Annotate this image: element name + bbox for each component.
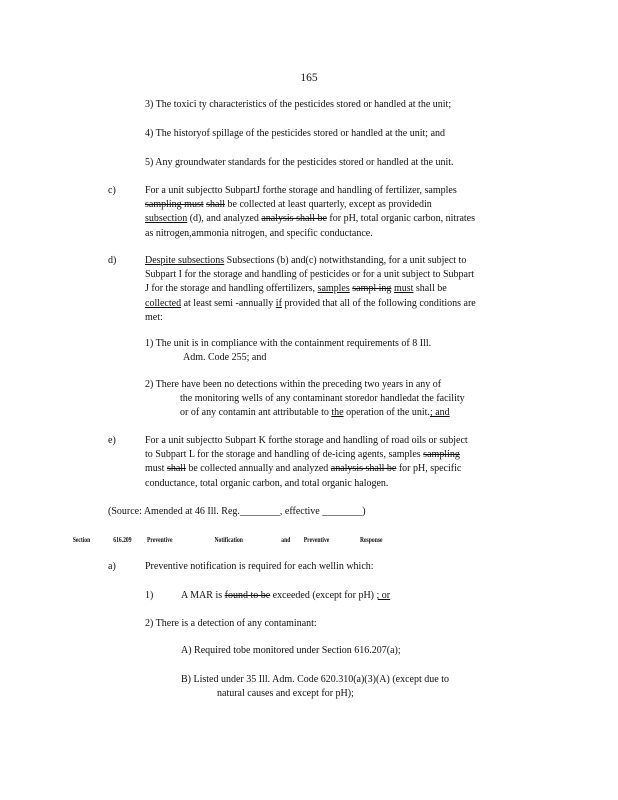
d-item-2 — [145, 378, 465, 421]
source-blank: ________ — [239, 506, 280, 517]
d-line-5: met: — [145, 311, 163, 323]
page-number: 165 — [300, 72, 318, 84]
deleted-text: sampl ing — [352, 283, 392, 295]
d-line-2: Subpart I for the storage and handling of pesticides or for a unit subject to Subpart — [145, 269, 475, 281]
subsection-d-text — [145, 254, 535, 325]
subsection-e-text — [145, 434, 535, 491]
d-line-3-text: J for the storage and handling offertilizers, — [145, 283, 316, 295]
deleted-text: analysis shall be — [261, 213, 327, 225]
d-item-2-line-3-text-b: operation of the unit. — [346, 407, 430, 419]
source-text-c: ) — [362, 506, 366, 517]
d-line-3 — [145, 282, 535, 296]
a-item-2-B-line-1: B) Listed under 35 Ill. Adm. Code 620.310(a)(3)(A) (except due to — [181, 674, 449, 685]
a-item-2-A: A) Required tobe monitored under Section 616.207(a); — [181, 645, 401, 656]
d-item-2-line-3-text: or of any contamin ant attributable to — [180, 407, 329, 419]
e-line-3 — [145, 462, 535, 476]
e-line-1: For a unit subjectto Subpart K forthe storage and handling of road oils or subject — [145, 435, 468, 446]
d-item-1-line-2: Adm. Code 255; and — [183, 352, 267, 364]
section-title-word: Notification — [214, 535, 243, 544]
section-title-word: Response — [360, 535, 383, 544]
a-item-1-text-b: exceeded (except for pH) — [272, 590, 374, 601]
section-title-word: Preventive — [303, 535, 330, 544]
section-heading — [0, 535, 464, 547]
subsection-d-label: d) — [108, 255, 117, 266]
subsection-c-text — [145, 184, 530, 241]
item-b5: 5) Any groundwater standards for the pesticides stored or handled at the unit. — [145, 157, 454, 168]
source-text: (Source: Amended at 46 Ill. Reg. — [108, 506, 240, 517]
e-line-4: conductance, total organic carbon, and total organic halogen. — [145, 477, 389, 489]
a-item-2-B — [181, 673, 449, 701]
d-line-1-text: Subsections (b) and(c) notwithstanding, for a unit subject to — [226, 255, 467, 266]
a-item-2: 2) There is a detection of any contaminant: — [145, 618, 317, 629]
section-title-word: Preventive — [147, 535, 173, 544]
d-line-4 — [145, 297, 535, 311]
inserted-text: subsection — [145, 213, 188, 225]
c-line-3-text-b: for pH, total organic carbon, nitrates — [329, 213, 476, 225]
a-item-1-label: 1) — [145, 590, 154, 601]
d-item-2-line-2: the monitoring wells of any contaminant storedor handledat the facility — [180, 393, 465, 405]
subsection-a-label: a) — [108, 561, 116, 572]
deleted-text: sampling must — [145, 199, 204, 211]
d-item-1-line-1: 1) The unit is in compliance with the containment requirements of 8 Ill. — [145, 338, 432, 349]
inserted-text: if — [275, 297, 282, 309]
d-item-2-line-1: 2) There have been no detections within the preceding two years in any of — [145, 379, 442, 390]
c-line-3 — [145, 212, 530, 226]
deleted-text: found to be — [224, 590, 271, 601]
inserted-text: samples — [317, 283, 350, 295]
e-line-2-text: to Subpart L for the storage and handling of de-icing agents, samples — [145, 449, 421, 461]
c-line-2-text: be collected at least quarterly, except as providedin — [227, 199, 432, 211]
d-item-2-line-3 — [145, 406, 465, 420]
d-line-4-text: at least semi -annually — [183, 297, 274, 309]
c-line-1: For a unit subjectto SubpartJ forthe storage and handling of fertilizer, samples — [145, 185, 457, 196]
inserted-text: the — [331, 407, 344, 419]
a-item-1-text-a: A MAR is — [181, 590, 223, 601]
deleted-text: shall — [206, 199, 226, 211]
subsection-a-text: Preventive notification is required for each wellin which: — [145, 561, 374, 572]
deleted-text: sampling — [423, 449, 460, 461]
inserted-text: ; or — [376, 590, 391, 601]
inserted-text: collected — [145, 297, 182, 309]
item-b3: 3) The toxici ty characteristics of the pesticides stored or handled at the unit; — [145, 99, 452, 110]
source-blank: ________ — [322, 506, 363, 517]
a-item-2-B-line-2: natural causes and except for pH); — [217, 688, 354, 700]
d-line-3-text-b: shall be — [415, 283, 447, 295]
deleted-text: analysis shall be — [330, 463, 397, 475]
section-number: 616.209 — [113, 535, 132, 544]
deleted-text: shall — [166, 463, 186, 475]
inserted-text: must — [393, 283, 414, 295]
e-line-3-text-b: be collected annually and analyzed — [188, 463, 329, 475]
d-line-4-text-b: provided that all of the following conditions are — [284, 297, 476, 309]
subsection-c-label: c) — [108, 185, 116, 196]
subsection-e-label: e) — [108, 435, 116, 446]
d-item-1 — [145, 337, 431, 365]
section-word: Section — [72, 535, 91, 544]
inserted-text: ; and — [429, 407, 450, 419]
inserted-text: Despite subsections — [145, 255, 225, 266]
e-line-3-text: must — [145, 463, 165, 475]
source-note — [108, 505, 366, 519]
item-b4: 4) The historyof spillage of the pesticides stored or handled at the unit; and — [145, 128, 446, 139]
c-line-2 — [145, 198, 530, 212]
source-text-b: , effective — [279, 506, 320, 517]
section-title-word: and — [281, 535, 291, 544]
e-line-2 — [145, 448, 535, 462]
c-line-4: as nitrogen,ammonia nitrogen, and specific conductance. — [145, 227, 373, 239]
c-line-3-text: (d), and analyzed — [189, 213, 259, 225]
e-line-3-text-c: for pH, specific — [398, 463, 462, 475]
a-item-1-text — [181, 589, 390, 603]
d-line-1 — [145, 254, 535, 268]
